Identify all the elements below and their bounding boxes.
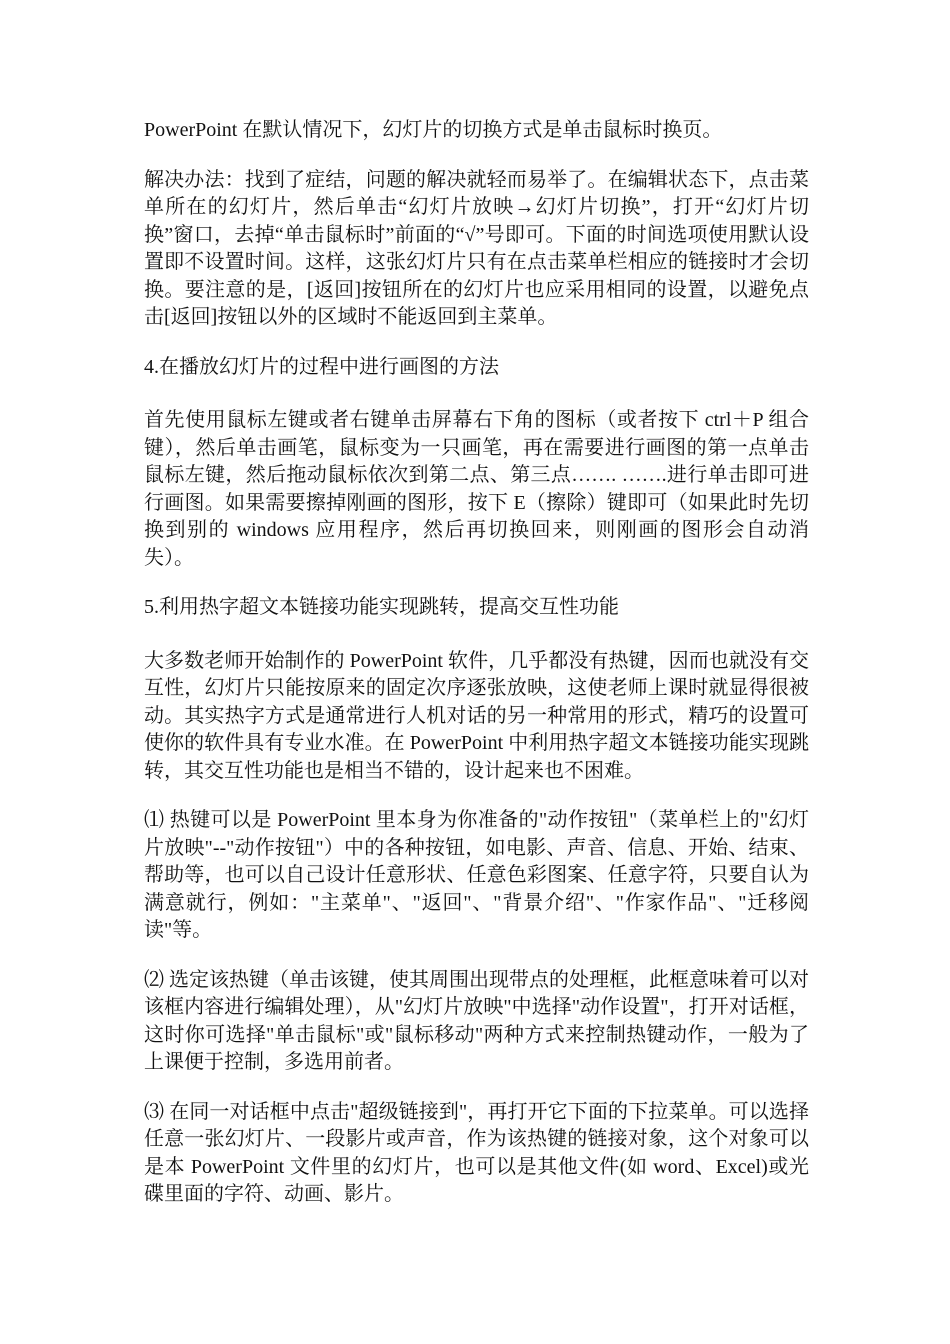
paragraph-solution: 解决办法：找到了症结，问题的解决就轻而易举了。在编辑状态下，点击菜单所在的幻灯片，然后单击“幻灯片放映→幻灯片切换”，打开“幻灯片切换”窗口，去掉“单击鼠标时”前面的“√”号即可。下面的时间选项使用默认设置即不设置时间。这样，这张幻灯片只有在点击菜单栏相应的链接时才会切换。要注意的是，[返回]按钮所在的幻灯片也应采用相同的设置，以避免点击[返回]按钮以外的区域时不能返回到主菜单。	[144, 168, 809, 328]
paragraph-hotkey-intro: 大多数老师开始制作的 PowerPoint 软件，几乎都没有热键，因而也就没有交互性，幻灯片只能按原来的固定次序逐张放映，这使老师上课时就显得很被动。其实热字方式是通常进行人机对话的另一种常用的形式，精巧的设置可使你的软件具有专业水准。在 PowerPoint 中利用热字超文本链接功能实现跳转，其交互性功能也是相当不错的，设计起来也不困难。	[144, 649, 809, 782]
paragraph-step-3: ⑶ 在同一对话框中点击"超级链接到"，再打开它下面的下拉菜单。可以选择任意一张幻灯片、一段影片或声音，作为该热键的链接对象，这个对象可以是本 PowerPoint 文件里的幻灯片，也可以是其他文件(如 word、Excel)或光碟里面的字符、动画、影片。	[144, 1100, 809, 1205]
paragraph-step-1: ⑴ 热键可以是 PowerPoint 里本身为你准备的"动作按钮"（菜单栏上的"幻灯片放映"--"动作按钮"）中的各种按钮，如电影、声音、信息、开始、结束、帮助等，也可以自己设计任意形状、任意色彩图案、任意字符，只要自认为满意就行，例如："主菜单"、"返回"、"背景介绍"、"作家作品"、"迁移阅读"等。	[144, 809, 809, 941]
paragraph-default-switch: PowerPoint 在默认情况下，幻灯片的切换方式是单击鼠标时换页。	[144, 119, 723, 141]
section-heading-5: 5.利用热字超文本链接功能实现跳转，提高交互性功能	[144, 596, 619, 618]
paragraph-step-2: ⑵ 选定该热键（单击该键，使其周围出现带点的处理框，此框意味着可以对该框内容进行编辑处理），从"幻灯片放映"中选择"动作设置"，打开对话框，这时你可选择"单击鼠标"或"鼠标移动"两种方式来控制热键动作，一般为了上课便于控制，多选用前者。	[144, 968, 809, 1073]
section-heading-4: 4.在播放幻灯片的过程中进行画图的方法	[144, 355, 499, 378]
paragraph-drawing-method: 首先使用鼠标左键或者右键单击屏幕右下角的图标（或者按下 ctrl＋P 组合键），然后单击画笔，鼠标变为一只画笔，再在需要进行画图的第一点单击鼠标左键，然后拖动鼠标依次到第二点、第三点……. …….进行单击即可进行画图。如果需要擦掉刚画的图形，按下 E（擦除）键即可（如果此时先切换到别的 windows 应用程序，然后再切换回来，则刚画的图形会自动消失）。	[144, 409, 809, 569]
document-page	[144, 117, 809, 1231]
